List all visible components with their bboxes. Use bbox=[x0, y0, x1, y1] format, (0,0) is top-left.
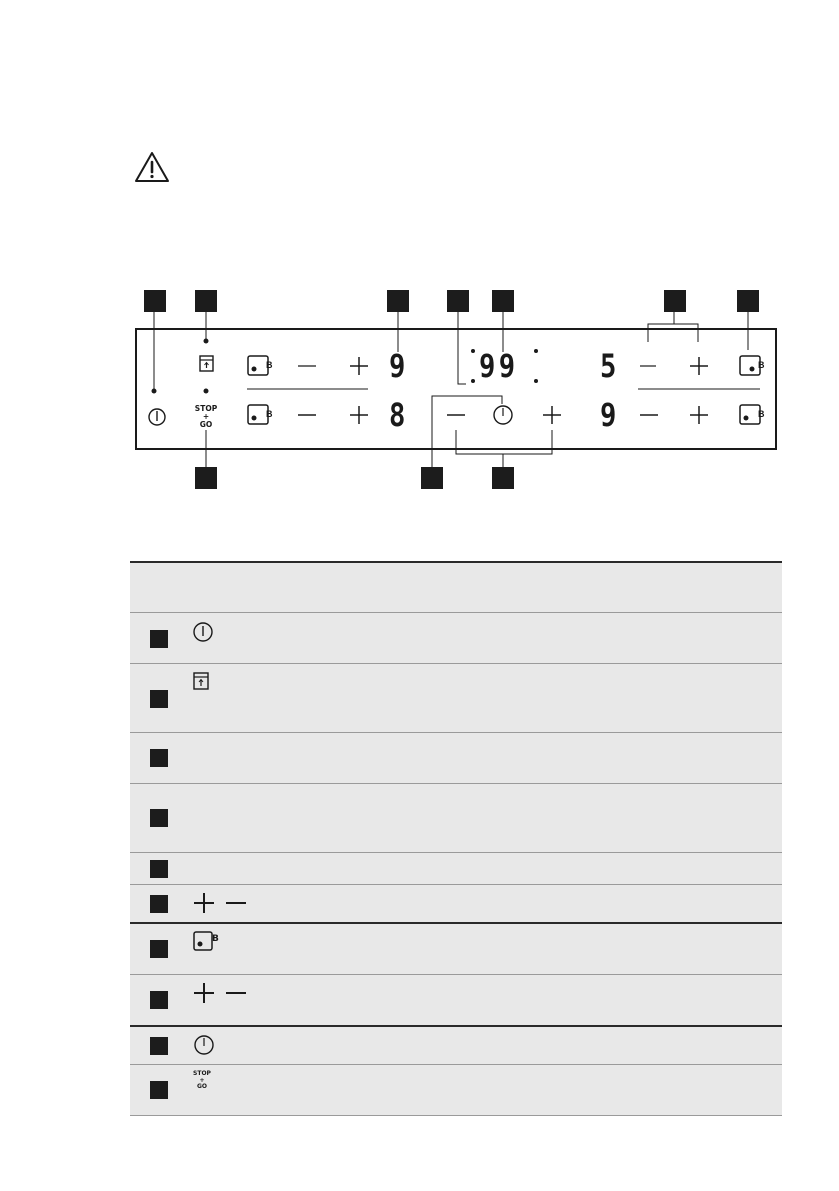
callout-marker bbox=[150, 991, 168, 1009]
callout-marker bbox=[492, 290, 514, 312]
plus-minus-icons bbox=[192, 982, 252, 1004]
bridge-label: B bbox=[212, 934, 219, 944]
plus-icon bbox=[690, 406, 708, 424]
lock-icon bbox=[200, 356, 213, 371]
bridge-label: B bbox=[266, 360, 273, 370]
on-off-icon bbox=[192, 621, 214, 643]
table-header bbox=[130, 561, 782, 613]
plus-icon bbox=[350, 406, 368, 424]
plus-icon bbox=[690, 357, 708, 375]
callout-marker bbox=[737, 290, 759, 312]
stop-text: STOP bbox=[193, 1070, 211, 1077]
table-row bbox=[130, 924, 782, 975]
plus-icon bbox=[194, 983, 214, 1003]
bridge-zone-icon bbox=[192, 930, 222, 952]
table-row bbox=[130, 1065, 782, 1116]
lock-icon bbox=[192, 671, 210, 691]
bridge-label: B bbox=[758, 360, 765, 370]
bridge-zone-icon bbox=[740, 405, 760, 424]
bridge-label: B bbox=[758, 409, 765, 419]
callout-marker bbox=[492, 467, 514, 489]
bridge-zone-icon bbox=[248, 356, 268, 375]
table-row bbox=[130, 853, 782, 885]
go-text: GO bbox=[199, 420, 213, 429]
plus-minus-icons bbox=[192, 892, 252, 914]
callout-marker bbox=[195, 290, 217, 312]
table-row bbox=[130, 613, 782, 664]
power-level-display: 5 bbox=[600, 347, 617, 385]
go-text: GO bbox=[196, 1083, 208, 1090]
callout-marker bbox=[421, 467, 443, 489]
timer-icon bbox=[494, 406, 512, 424]
timer-display: 99 bbox=[479, 347, 519, 385]
table-row bbox=[130, 664, 782, 733]
stop-go-label bbox=[192, 405, 220, 429]
stop-text: STOP bbox=[194, 404, 218, 413]
stop-go-label bbox=[192, 1071, 212, 1091]
controls-table bbox=[130, 561, 782, 1116]
table-row bbox=[130, 975, 782, 1027]
callout-marker bbox=[150, 630, 168, 648]
control-panel-drawing bbox=[0, 0, 839, 560]
callout-marker bbox=[150, 940, 168, 958]
callout-marker bbox=[150, 860, 168, 878]
callout-marker bbox=[150, 690, 168, 708]
callout-marker bbox=[150, 1081, 168, 1099]
power-level-display: 8 bbox=[389, 396, 406, 434]
power-level-display: 9 bbox=[389, 347, 406, 385]
table-row bbox=[130, 885, 782, 924]
callout-marker bbox=[150, 895, 168, 913]
callout-marker bbox=[664, 290, 686, 312]
table-row bbox=[130, 733, 782, 784]
callout-marker bbox=[195, 467, 217, 489]
bridge-label: B bbox=[266, 409, 273, 419]
bridge-zone-icon bbox=[740, 356, 760, 375]
callout-marker bbox=[150, 809, 168, 827]
callout-marker bbox=[144, 290, 166, 312]
bridge-zone-icon bbox=[248, 405, 268, 424]
callout-marker bbox=[150, 1037, 168, 1055]
table-row bbox=[130, 784, 782, 853]
callout-marker bbox=[150, 749, 168, 767]
plus-icon bbox=[543, 406, 561, 424]
plus-icon bbox=[350, 357, 368, 375]
callout-marker bbox=[447, 290, 469, 312]
table-row bbox=[130, 1027, 782, 1065]
callout-marker bbox=[387, 290, 409, 312]
timer-icon bbox=[192, 1033, 216, 1057]
on-off-icon bbox=[149, 409, 165, 425]
plus-text: + bbox=[199, 1076, 205, 1084]
plus-icon bbox=[194, 893, 214, 913]
power-level-display: 9 bbox=[600, 396, 617, 434]
plus-text: + bbox=[202, 412, 210, 421]
